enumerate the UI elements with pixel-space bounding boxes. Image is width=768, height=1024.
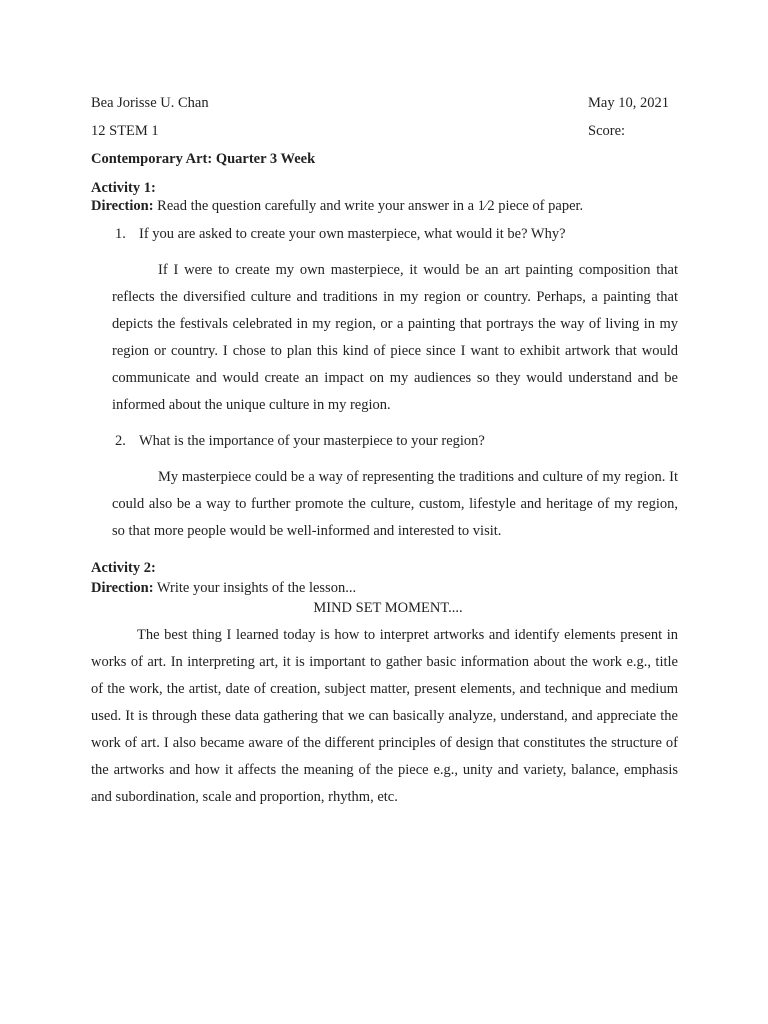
question-2-text: What is the importance of your masterpiece to your region? <box>139 433 485 449</box>
activity1-direction <box>91 199 583 214</box>
question-2 <box>115 434 485 449</box>
activity2-subtitle: MIND SET MOMENT.... <box>313 600 463 616</box>
answer-2: My masterpiece could be a way of representing the traditions and culture of my region. It could also be a way to further promote the culture, custom, lifestyle and heritage of my region, so that more people would be well-informed and interested to visit. <box>112 469 678 539</box>
activity1-direction-text: Read the question carefully and write your answer in a 1⁄2 piece of paper. <box>153 198 584 214</box>
score-label: Score: <box>588 123 626 139</box>
student-name: Bea Jorisse U. Chan <box>91 95 209 111</box>
activity1-heading: Activity 1: <box>91 180 156 196</box>
question-1 <box>115 227 566 242</box>
student-section: 12 STEM 1 <box>91 123 159 139</box>
activity2-heading: Activity 2: <box>91 560 156 576</box>
question-1-number: 1. <box>115 226 126 242</box>
document-title: Contemporary Art: Quarter 3 Week <box>91 151 316 167</box>
insights-paragraph: The best thing I learned today is how to interpret artworks and identify elements present in works of art. In interpreting art, it is important to gather basic information about the work e.g., title of the work, the artist, date of creation, subject matter, present elements, and technique and medium used. It is through these data gathering that we can basically analyze, understand, and appreciate the work of art. I also became aware of the different principles of design that constitutes the structure of the artworks and how it affects the meaning of the piece e.g., unity and variety, balance, emphasis and subordination, scale and proportion, rhythm, etc. <box>91 627 678 805</box>
question-1-text: If you are asked to create your own masterpiece, what would it be? Why? <box>139 226 566 242</box>
submission-date: May 10, 2021 <box>588 95 669 111</box>
question-2-number: 2. <box>115 433 126 449</box>
activity1-direction-label: Direction: <box>91 198 154 214</box>
activity2-direction-text: Write your insights of the lesson... <box>153 580 357 596</box>
answer-1: If I were to create my own masterpiece, it would be an art painting composition that reflects the diversified culture and traditions in my region or country. Perhaps, a painting that depicts the festivals celebrated in my region, or a painting that portrays the way of living in my region or country. I chose to plan this kind of piece since I want to exhibit artwork that would communicate and would create an impact on my audiences so they would understand and be informed about the unique culture in my region. <box>112 262 678 413</box>
activity2-direction <box>91 581 356 596</box>
activity2-direction-label: Direction: <box>91 580 154 596</box>
